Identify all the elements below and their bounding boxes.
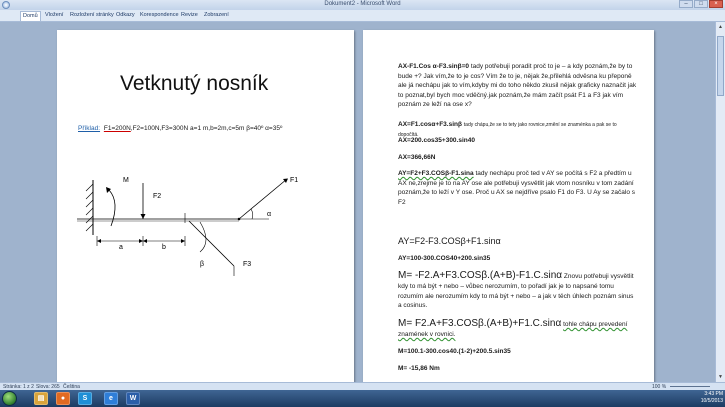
question-m: Znovu potřebuji vysvětlit kdy to má být + nebo – vůbec nerozumím, to pořadí jak je to napsané tomu rozumím ale nerozumím kdy to má být + nebo – a jak v těch úhlech poznám sinus a cosinus.: [398, 273, 634, 309]
document-workspace[interactable]: [0, 22, 725, 382]
start-button[interactable]: [2, 391, 17, 406]
equation-m-result: M= -15,86 Nm: [398, 365, 440, 372]
close-button[interactable]: ×: [709, 0, 723, 8]
scroll-down-icon[interactable]: ▼: [718, 374, 723, 380]
minimize-button[interactable]: –: [679, 0, 693, 8]
scroll-up-icon[interactable]: ▲: [718, 24, 723, 30]
vertical-scrollbar[interactable]: [715, 22, 725, 382]
label-f3: F3: [243, 261, 252, 268]
wall-hatching: [86, 184, 93, 231]
equation-ax-1: AX-F1.Cos α-F3.sinβ=0: [398, 63, 469, 70]
note-ax-2: tady chápu,že se to tety jako rovnice,změní se znaménka a pak se to dopočítá.: [398, 122, 617, 138]
equation-m-2: M= F2.A+F3.COSβ.(A+B)+F1.C.sinα: [398, 318, 562, 329]
equation-ay-2: AY=F2-F3.COSβ+F1.sinα: [398, 236, 501, 246]
f3-arrow: [189, 221, 234, 266]
page-2[interactable]: [363, 30, 654, 382]
f1-arrowhead: [283, 179, 288, 184]
label-b: b: [162, 244, 166, 251]
scroll-thumb[interactable]: [717, 36, 724, 96]
note-m-2: tohle chápu prevedení znamének v rovnici.: [398, 321, 628, 338]
equation-m-3: M=100.1-300.cos40.(1-2)+200.5.sin35: [398, 348, 511, 355]
tab-home[interactable]: Domů: [20, 11, 41, 21]
system-tray: [665, 391, 723, 406]
label-f1: F1: [290, 177, 299, 184]
explorer-icon[interactable]: ▤: [34, 392, 48, 405]
ie-icon[interactable]: e: [104, 392, 118, 405]
tab-insert[interactable]: Vložení: [45, 12, 64, 18]
maximize-button[interactable]: □: [694, 0, 708, 8]
tab-view[interactable]: Zobrazení: [204, 12, 229, 18]
equation-ax-result: AX=366,66N: [398, 154, 436, 161]
f2-arrowhead: [141, 214, 146, 219]
paragraph-m-2: [398, 318, 638, 340]
equation-ay-1: AY=F2+F3.COSβ-F1.sina: [398, 170, 474, 177]
status-page[interactable]: Stránka: 1 z 2: [3, 384, 34, 390]
equation-ay-3: AY=100-300.COS40+200.sin35: [398, 255, 491, 262]
equation-m-1: M= -F2.A+F3.COSβ.(A+B)-F1.C.sinα: [398, 270, 563, 281]
label-f2: F2: [153, 193, 162, 200]
example-label: Příklad:: [78, 125, 101, 132]
alpha-arc: [251, 209, 253, 219]
paragraph-m-question: [398, 270, 638, 311]
moment-arc: [109, 190, 115, 226]
window-controls: [679, 0, 723, 8]
zoom-slider[interactable]: [670, 386, 710, 387]
paragraph-ay-question: [398, 169, 638, 207]
taskbar: [0, 390, 725, 407]
word-icon[interactable]: W: [126, 392, 140, 405]
tab-page-layout[interactable]: Rozložení stránky: [70, 12, 114, 18]
window-title: Dokument2 - Microsoft Word: [324, 1, 401, 7]
firefox-icon[interactable]: ●: [56, 392, 70, 405]
equation-ax-2: AX=F1.cosα+F3.sinβ: [398, 121, 462, 128]
beam-diagram: [57, 30, 354, 382]
paragraph-ax-question: [398, 62, 638, 110]
page-title: Vetknutý nosník: [120, 72, 269, 95]
question-ax: tady potřebuji poradit proč to je – a kdy poznám,že by to bude +? Jak vím,že to je cos? Vím že to je, nějak že,přilehlá odvěsna ku přeponě ale já nechápu jak to vím,kdyby mi do toho někdo zkusil nějak graficky naznačit jak to poznat,byl bych moc vděčný.jak poznám,že mám začít psát F1 a F3 jak vím poznám ze leží na ose x?: [398, 63, 637, 108]
page-1[interactable]: [57, 30, 354, 382]
tab-mailings[interactable]: Korespondence: [140, 12, 179, 18]
label-alpha: α: [267, 211, 272, 218]
status-language[interactable]: Čeština: [63, 384, 80, 390]
ribbon-tabs: [0, 10, 725, 22]
zoom-level[interactable]: 100 %: [652, 384, 667, 390]
status-words[interactable]: Slova: 265: [36, 384, 60, 390]
equation-ax-3: AX=200.cos35+300.sin40: [398, 137, 475, 144]
f1-arrow: [239, 179, 287, 219]
label-a: a: [119, 244, 123, 251]
skype-icon[interactable]: S: [78, 392, 92, 405]
label-m: M: [123, 177, 129, 184]
example-f1: F1=200N: [103, 125, 131, 132]
clock-time[interactable]: 3:43 PM: [704, 391, 723, 397]
example-values: ,F2=100N,F3=300N a=1 m,b=2m,c=5m β=40º α=35º: [130, 125, 283, 132]
question-ay: tady nechápu proč ted v AY se počítá s F2 a předtím u AX ne,zrejme je to na AY ose ale potřebuji vysvětlit jak vtom nosníku v tom zadání poznám,že to leží v Y ose. Proč u AX se nejdříve psalo F1 do F3. U Ay se začalo s F2: [398, 170, 636, 206]
clock-date[interactable]: 10/5/2013: [700, 398, 723, 404]
beam-end-node: [238, 218, 241, 221]
label-beta: β: [200, 261, 205, 268]
tab-review[interactable]: Revize: [181, 12, 198, 18]
tab-references[interactable]: Odkazy: [116, 12, 135, 18]
